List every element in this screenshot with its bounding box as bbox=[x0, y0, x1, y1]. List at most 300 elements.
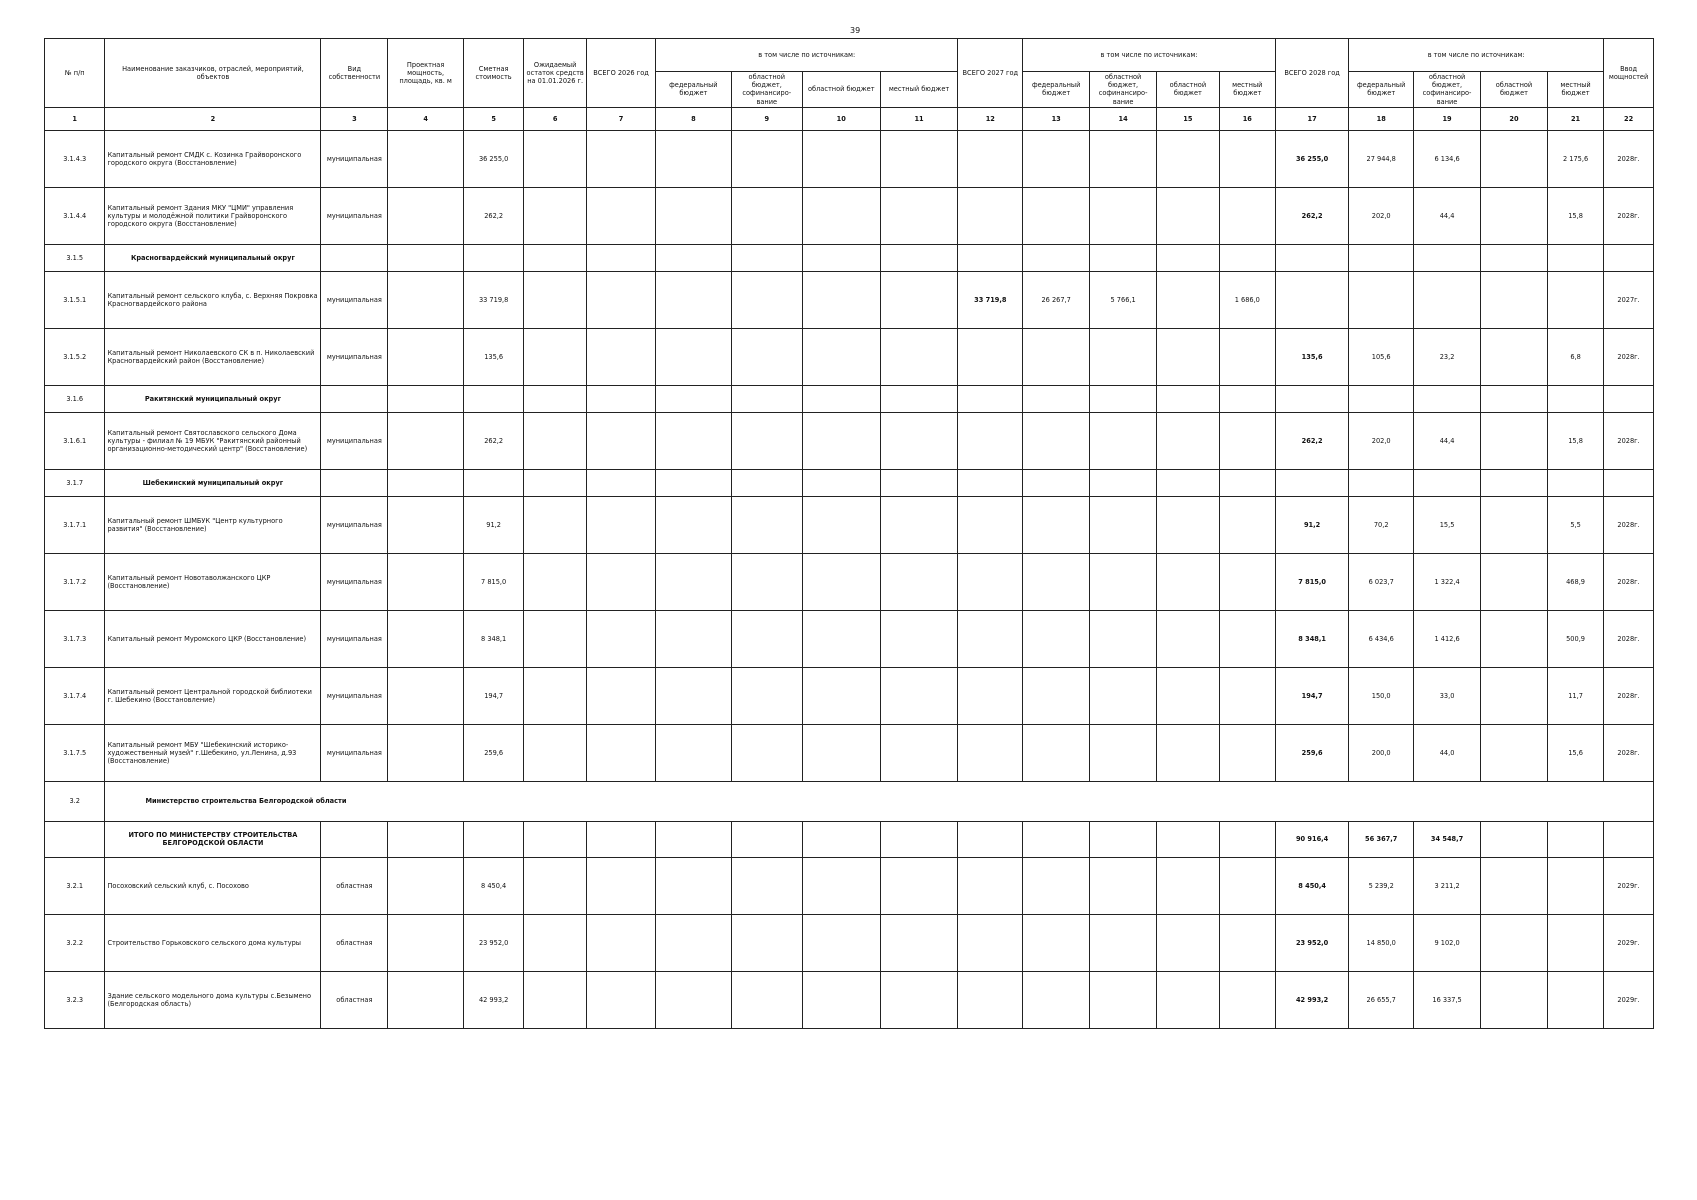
empty-cell bbox=[958, 724, 1023, 781]
cell-l28: 500,9 bbox=[1547, 610, 1603, 667]
cell-f28: 200,0 bbox=[1349, 724, 1414, 781]
empty-cell bbox=[880, 328, 958, 385]
header-name: Наименование заказчиков, отраслей, мероприятий, объектов bbox=[105, 39, 321, 108]
cell-cost: 8 450,4 bbox=[463, 857, 523, 914]
empty-cell bbox=[958, 857, 1023, 914]
cell-name: Шебекинский муниципальный округ bbox=[105, 469, 321, 496]
cell-no bbox=[45, 821, 105, 857]
empty-cell bbox=[802, 328, 880, 385]
empty-cell bbox=[1157, 244, 1220, 271]
table-header bbox=[45, 39, 1654, 131]
cell-cost: 194,7 bbox=[463, 667, 523, 724]
empty-cell bbox=[1023, 610, 1090, 667]
empty-cell bbox=[1090, 914, 1157, 971]
empty-cell bbox=[388, 971, 464, 1028]
empty-cell bbox=[1023, 130, 1090, 187]
empty-cell bbox=[524, 610, 587, 667]
empty-cell bbox=[1481, 914, 1548, 971]
empty-cell bbox=[1023, 244, 1090, 271]
empty-cell bbox=[656, 271, 732, 328]
empty-cell bbox=[1547, 271, 1603, 328]
header-ownership: Вид собственности bbox=[321, 39, 388, 108]
empty-cell bbox=[1481, 385, 1548, 412]
empty-cell bbox=[1023, 385, 1090, 412]
empty-cell bbox=[958, 412, 1023, 469]
empty-cell bbox=[1481, 130, 1548, 187]
cell-t28: 8 348,1 bbox=[1275, 610, 1348, 667]
empty-cell bbox=[586, 553, 655, 610]
empty-cell bbox=[731, 610, 802, 667]
empty-cell bbox=[1604, 244, 1654, 271]
cell-f28: 26 655,7 bbox=[1349, 971, 1414, 1028]
cell-name: Капитальный ремонт сельского клуба, с. Верхняя Покровка Красногвардейского района bbox=[105, 271, 321, 328]
empty-cell bbox=[1157, 187, 1220, 244]
table-body bbox=[45, 130, 1654, 1028]
empty-cell bbox=[1604, 385, 1654, 412]
empty-cell bbox=[1157, 469, 1220, 496]
cell-rc28: 44,0 bbox=[1414, 724, 1481, 781]
empty-cell bbox=[802, 271, 880, 328]
empty-cell bbox=[1481, 244, 1548, 271]
empty-cell bbox=[656, 821, 732, 857]
empty-cell bbox=[586, 271, 655, 328]
cell-own: областная bbox=[321, 971, 388, 1028]
empty-cell bbox=[321, 385, 388, 412]
cell-l28: 468,9 bbox=[1547, 553, 1603, 610]
empty-cell bbox=[880, 187, 958, 244]
cell-no: 3.1.5 bbox=[45, 244, 105, 271]
empty-cell bbox=[802, 667, 880, 724]
column-number: 2 bbox=[105, 107, 321, 130]
empty-cell bbox=[731, 412, 802, 469]
empty-cell bbox=[524, 857, 587, 914]
empty-cell bbox=[1023, 496, 1090, 553]
empty-cell bbox=[1023, 412, 1090, 469]
cell-cost: 23 952,0 bbox=[463, 914, 523, 971]
cell-own: муниципальная bbox=[321, 130, 388, 187]
cell-no: 3.1.7.1 bbox=[45, 496, 105, 553]
empty-cell bbox=[1090, 496, 1157, 553]
cell-f28: 6 023,7 bbox=[1349, 553, 1414, 610]
cell-no: 3.1.6 bbox=[45, 385, 105, 412]
header-cost: Сметная стоимость bbox=[463, 39, 523, 108]
empty-cell bbox=[586, 130, 655, 187]
empty-cell bbox=[802, 914, 880, 971]
empty-cell bbox=[731, 724, 802, 781]
cell-year: 2028г. bbox=[1604, 610, 1654, 667]
empty-cell bbox=[1219, 244, 1275, 271]
empty-cell bbox=[1023, 187, 1090, 244]
table-row bbox=[45, 412, 1654, 469]
empty-cell bbox=[958, 130, 1023, 187]
empty-cell bbox=[958, 244, 1023, 271]
column-number: 9 bbox=[731, 107, 802, 130]
cell-no: 3.1.7.2 bbox=[45, 553, 105, 610]
empty-cell bbox=[388, 130, 464, 187]
empty-cell bbox=[1090, 187, 1157, 244]
cell-name: Здание сельского модельного дома культуры с.Безымено (Белгородская область) bbox=[105, 971, 321, 1028]
cell-own: областная bbox=[321, 857, 388, 914]
empty-cell bbox=[731, 271, 802, 328]
cell-own: областная bbox=[321, 914, 388, 971]
header-no: № п/п bbox=[45, 39, 105, 108]
header-local-2026: местный бюджет bbox=[880, 72, 958, 108]
empty-cell bbox=[880, 130, 958, 187]
empty-cell bbox=[1604, 469, 1654, 496]
cell-rc28: 34 548,7 bbox=[1414, 821, 1481, 857]
empty-cell bbox=[586, 244, 655, 271]
empty-cell bbox=[1414, 469, 1481, 496]
empty-cell bbox=[880, 667, 958, 724]
empty-cell bbox=[524, 914, 587, 971]
empty-cell bbox=[1157, 821, 1220, 857]
cell-no: 3.1.4.3 bbox=[45, 130, 105, 187]
cell-own: муниципальная bbox=[321, 412, 388, 469]
column-number: 12 bbox=[958, 107, 1023, 130]
empty-cell bbox=[463, 244, 523, 271]
cell-l28: 15,6 bbox=[1547, 724, 1603, 781]
cell-own: муниципальная bbox=[321, 496, 388, 553]
table-row bbox=[45, 130, 1654, 187]
table-row bbox=[45, 971, 1654, 1028]
empty-cell bbox=[1219, 553, 1275, 610]
empty-cell bbox=[1547, 244, 1603, 271]
cell-year: 2028г. bbox=[1604, 724, 1654, 781]
cell-name: ИТОГО ПО МИНИСТЕРСТВУ СТРОИТЕЛЬСТВА БЕЛГОРОДСКОЙ ОБЛАСТИ bbox=[105, 821, 321, 857]
empty-cell bbox=[1349, 244, 1414, 271]
empty-cell bbox=[802, 385, 880, 412]
empty-cell bbox=[1090, 821, 1157, 857]
empty-cell bbox=[1547, 914, 1603, 971]
cell-no: 3.1.5.2 bbox=[45, 328, 105, 385]
column-number-row bbox=[45, 107, 1654, 130]
empty-cell bbox=[524, 821, 587, 857]
empty-cell bbox=[1481, 724, 1548, 781]
section-row bbox=[45, 469, 1654, 496]
empty-cell bbox=[524, 469, 587, 496]
column-number: 3 bbox=[321, 107, 388, 130]
cell-f28: 150,0 bbox=[1349, 667, 1414, 724]
cell-name: Красногвардейский муниципальный округ bbox=[105, 244, 321, 271]
empty-cell bbox=[388, 469, 464, 496]
empty-cell bbox=[1481, 271, 1548, 328]
cell-no: 3.1.5.1 bbox=[45, 271, 105, 328]
cell-t28: 262,2 bbox=[1275, 187, 1348, 244]
empty-cell bbox=[802, 244, 880, 271]
cell-l28: 5,5 bbox=[1547, 496, 1603, 553]
cell-name: Капитальный ремонт Здания МКУ "ЦМИ" управления культуры и молодёжной политики Грайворонского городского округа (Восстановление) bbox=[105, 187, 321, 244]
cell-no: 3.2.2 bbox=[45, 914, 105, 971]
header-remaining: Ожидаемый остаток средств на 01.01.2026 г. bbox=[524, 39, 587, 108]
empty-cell bbox=[1157, 724, 1220, 781]
empty-cell bbox=[1481, 469, 1548, 496]
header-regcof-2027: областной бюджет, софинансиро-вание bbox=[1090, 72, 1157, 108]
table-row bbox=[45, 271, 1654, 328]
empty-cell bbox=[586, 724, 655, 781]
cell-rc28: 16 337,5 bbox=[1414, 971, 1481, 1028]
empty-cell bbox=[656, 469, 732, 496]
empty-cell bbox=[656, 857, 732, 914]
column-number: 1 bbox=[45, 107, 105, 130]
empty-cell bbox=[586, 328, 655, 385]
cell-t28: 259,6 bbox=[1275, 724, 1348, 781]
cell-year: 2029г. bbox=[1604, 857, 1654, 914]
cell-t28: 7 815,0 bbox=[1275, 553, 1348, 610]
table-row bbox=[45, 667, 1654, 724]
empty-cell bbox=[880, 724, 958, 781]
cell-f28: 70,2 bbox=[1349, 496, 1414, 553]
cell-year: 2027г. bbox=[1604, 271, 1654, 328]
cell-cost: 262,2 bbox=[463, 187, 523, 244]
empty-cell bbox=[586, 821, 655, 857]
empty-cell bbox=[1275, 385, 1348, 412]
empty-cell bbox=[586, 385, 655, 412]
empty-cell bbox=[586, 667, 655, 724]
empty-cell bbox=[1023, 857, 1090, 914]
cell-year: 2029г. bbox=[1604, 914, 1654, 971]
empty-cell bbox=[524, 328, 587, 385]
table-row bbox=[45, 496, 1654, 553]
cell-l28: 2 175,6 bbox=[1547, 130, 1603, 187]
empty-cell bbox=[388, 821, 464, 857]
empty-cell bbox=[1481, 610, 1548, 667]
cell-t28: 262,2 bbox=[1275, 412, 1348, 469]
empty-cell bbox=[1023, 553, 1090, 610]
empty-cell bbox=[524, 971, 587, 1028]
column-number: 14 bbox=[1090, 107, 1157, 130]
empty-cell bbox=[731, 857, 802, 914]
cell-no: 3.1.7.5 bbox=[45, 724, 105, 781]
empty-cell bbox=[731, 821, 802, 857]
empty-cell bbox=[524, 385, 587, 412]
column-number: 16 bbox=[1219, 107, 1275, 130]
empty-cell bbox=[656, 724, 732, 781]
page-number: 39 bbox=[850, 26, 861, 35]
cell-rc28: 1 412,6 bbox=[1414, 610, 1481, 667]
header-total-2028: ВСЕГО 2028 год bbox=[1275, 39, 1348, 108]
empty-cell bbox=[1157, 496, 1220, 553]
empty-cell bbox=[1023, 971, 1090, 1028]
cell-name: Ракитянский муниципальный округ bbox=[105, 385, 321, 412]
empty-cell bbox=[1349, 385, 1414, 412]
column-number: 5 bbox=[463, 107, 523, 130]
empty-cell bbox=[1090, 667, 1157, 724]
empty-cell bbox=[1275, 244, 1348, 271]
empty-cell bbox=[1547, 971, 1603, 1028]
empty-cell bbox=[524, 412, 587, 469]
cell-cost: 262,2 bbox=[463, 412, 523, 469]
empty-cell bbox=[1023, 328, 1090, 385]
header-total-2027: ВСЕГО 2027 год bbox=[958, 39, 1023, 108]
cell-l28: 11,7 bbox=[1547, 667, 1603, 724]
header-regcof-2028: областной бюджет, софинансиро-вание bbox=[1414, 72, 1481, 108]
cell-cost: 36 255,0 bbox=[463, 130, 523, 187]
empty-cell bbox=[802, 821, 880, 857]
empty-cell bbox=[1275, 469, 1348, 496]
cell-year: 2028г. bbox=[1604, 553, 1654, 610]
empty-cell bbox=[1219, 610, 1275, 667]
empty-cell bbox=[958, 385, 1023, 412]
empty-cell bbox=[1023, 667, 1090, 724]
cell-year: 2028г. bbox=[1604, 667, 1654, 724]
empty-cell bbox=[731, 328, 802, 385]
cell-rc28: 6 134,6 bbox=[1414, 130, 1481, 187]
empty-cell bbox=[1023, 469, 1090, 496]
header-reg-2028: областной бюджет bbox=[1481, 72, 1548, 108]
empty-cell bbox=[656, 971, 732, 1028]
cell-own: муниципальная bbox=[321, 667, 388, 724]
cell-name: Капитальный ремонт ШМБУК "Центр культурного развития" (Восстановление) bbox=[105, 496, 321, 553]
cell-f28: 56 367,7 bbox=[1349, 821, 1414, 857]
cell-t27: 33 719,8 bbox=[958, 271, 1023, 328]
cell-f28: 202,0 bbox=[1349, 412, 1414, 469]
column-number: 11 bbox=[880, 107, 958, 130]
empty-cell bbox=[1090, 553, 1157, 610]
table-row bbox=[45, 610, 1654, 667]
empty-cell bbox=[1157, 667, 1220, 724]
header-local-2027: местный бюджет bbox=[1219, 72, 1275, 108]
cell-no: 3.1.7 bbox=[45, 469, 105, 496]
empty-cell bbox=[1090, 610, 1157, 667]
cell-own: муниципальная bbox=[321, 724, 388, 781]
empty-cell bbox=[1157, 971, 1220, 1028]
empty-cell bbox=[388, 496, 464, 553]
empty-cell bbox=[388, 328, 464, 385]
table-row bbox=[45, 857, 1654, 914]
cell-name: Строительство Горьковского сельского дома культуры bbox=[105, 914, 321, 971]
column-number: 15 bbox=[1157, 107, 1220, 130]
empty-cell bbox=[802, 610, 880, 667]
empty-cell bbox=[880, 914, 958, 971]
empty-cell bbox=[802, 971, 880, 1028]
empty-cell bbox=[1219, 496, 1275, 553]
empty-cell bbox=[463, 821, 523, 857]
empty-cell bbox=[880, 412, 958, 469]
empty-cell bbox=[656, 385, 732, 412]
column-number: 18 bbox=[1349, 107, 1414, 130]
cell-f28: 6 434,6 bbox=[1349, 610, 1414, 667]
empty-cell bbox=[958, 610, 1023, 667]
empty-cell bbox=[958, 187, 1023, 244]
column-number: 20 bbox=[1481, 107, 1548, 130]
column-number: 10 bbox=[802, 107, 880, 130]
column-number: 22 bbox=[1604, 107, 1654, 130]
empty-cell bbox=[1219, 187, 1275, 244]
empty-cell bbox=[958, 328, 1023, 385]
cell-year: 2028г. bbox=[1604, 412, 1654, 469]
header-sources-2028: в том числе по источникам: bbox=[1349, 39, 1604, 72]
cell-own: муниципальная bbox=[321, 610, 388, 667]
empty-cell bbox=[731, 496, 802, 553]
empty-cell bbox=[321, 821, 388, 857]
header-reg-2027: областной бюджет bbox=[1157, 72, 1220, 108]
empty-cell bbox=[524, 667, 587, 724]
empty-cell bbox=[586, 857, 655, 914]
empty-cell bbox=[1219, 412, 1275, 469]
empty-cell bbox=[656, 914, 732, 971]
empty-cell bbox=[880, 857, 958, 914]
empty-cell bbox=[802, 496, 880, 553]
empty-cell bbox=[802, 187, 880, 244]
empty-cell bbox=[1547, 469, 1603, 496]
empty-cell bbox=[880, 244, 958, 271]
header-local-2028: местный бюджет bbox=[1547, 72, 1603, 108]
empty-cell bbox=[388, 667, 464, 724]
column-number: 4 bbox=[388, 107, 464, 130]
empty-cell bbox=[656, 496, 732, 553]
empty-cell bbox=[656, 553, 732, 610]
cell-no: 3.1.4.4 bbox=[45, 187, 105, 244]
empty-cell bbox=[1219, 385, 1275, 412]
empty-cell bbox=[524, 187, 587, 244]
header-fed-2027: федеральный бюджет bbox=[1023, 72, 1090, 108]
empty-cell bbox=[1219, 469, 1275, 496]
empty-cell bbox=[388, 271, 464, 328]
empty-cell bbox=[1219, 971, 1275, 1028]
empty-cell bbox=[1547, 821, 1603, 857]
column-number: 19 bbox=[1414, 107, 1481, 130]
empty-cell bbox=[1157, 857, 1220, 914]
empty-cell bbox=[1414, 385, 1481, 412]
cell-t28: 194,7 bbox=[1275, 667, 1348, 724]
empty-cell bbox=[524, 244, 587, 271]
empty-cell bbox=[880, 385, 958, 412]
cell-name: Капитальный ремонт Новотаволжанского ЦКР (Восстановление) bbox=[105, 553, 321, 610]
cell-rc28: 44,4 bbox=[1414, 187, 1481, 244]
empty-cell bbox=[1481, 187, 1548, 244]
empty-cell bbox=[524, 553, 587, 610]
cell-no: 3.2.1 bbox=[45, 857, 105, 914]
cell-name: Министерство строительства Белгородской области bbox=[105, 781, 1654, 821]
empty-cell bbox=[1157, 412, 1220, 469]
cell-t28: 23 952,0 bbox=[1275, 914, 1348, 971]
empty-cell bbox=[586, 914, 655, 971]
empty-cell bbox=[731, 385, 802, 412]
empty-cell bbox=[1157, 130, 1220, 187]
empty-cell bbox=[1157, 328, 1220, 385]
empty-cell bbox=[958, 667, 1023, 724]
cell-f28: 202,0 bbox=[1349, 187, 1414, 244]
empty-cell bbox=[656, 187, 732, 244]
cell-own: муниципальная bbox=[321, 271, 388, 328]
empty-cell bbox=[731, 130, 802, 187]
empty-cell bbox=[802, 130, 880, 187]
empty-cell bbox=[1157, 914, 1220, 971]
cell-own: муниципальная bbox=[321, 553, 388, 610]
empty-cell bbox=[656, 244, 732, 271]
empty-cell bbox=[586, 412, 655, 469]
cell-rc28: 3 211,2 bbox=[1414, 857, 1481, 914]
cell-name: Капитальный ремонт МБУ "Шебекинский историко-художественный музей" г.Шебекино, ул.Ленина, д.93 (Восстановление) bbox=[105, 724, 321, 781]
empty-cell bbox=[958, 469, 1023, 496]
empty-cell bbox=[1090, 328, 1157, 385]
empty-cell bbox=[1157, 271, 1220, 328]
empty-cell bbox=[656, 328, 732, 385]
empty-cell bbox=[1219, 130, 1275, 187]
cell-cost: 91,2 bbox=[463, 496, 523, 553]
empty-cell bbox=[1157, 553, 1220, 610]
cell-cost: 135,6 bbox=[463, 328, 523, 385]
cell-year: 2028г. bbox=[1604, 130, 1654, 187]
empty-cell bbox=[388, 857, 464, 914]
cell-rc28: 1 322,4 bbox=[1414, 553, 1481, 610]
empty-cell bbox=[1414, 271, 1481, 328]
cell-name: Капитальный ремонт Центральной городской библиотеки г. Шебекино (Восстановление) bbox=[105, 667, 321, 724]
cell-l28: 6,8 bbox=[1547, 328, 1603, 385]
empty-cell bbox=[731, 667, 802, 724]
empty-cell bbox=[1090, 857, 1157, 914]
empty-cell bbox=[1481, 496, 1548, 553]
